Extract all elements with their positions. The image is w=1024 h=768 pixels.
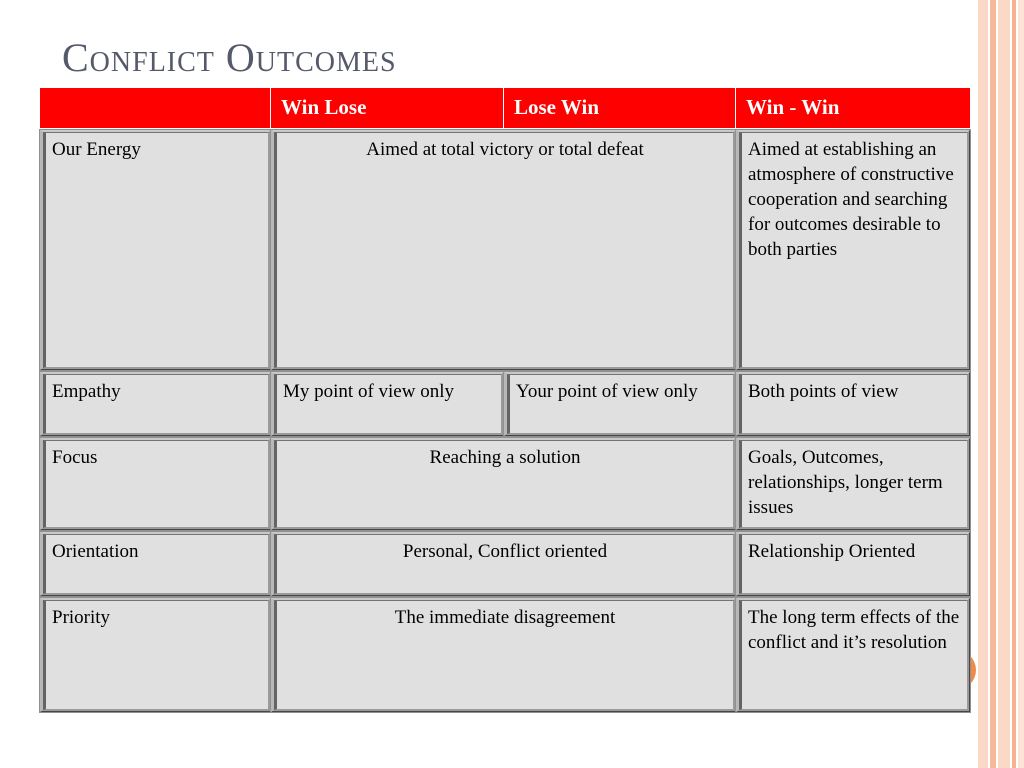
header-cell-win-win: Win - Win [736, 88, 970, 128]
cell-priority-win-win: The long term effects of the conflict and it’s resolution [736, 598, 970, 712]
row-label-focus: Focus [40, 438, 271, 530]
decor-stripe [998, 0, 1010, 768]
cell-empathy-lose-win: Your point of view only [504, 372, 736, 436]
decor-stripe [1018, 0, 1024, 768]
cell-orientation-win-win: Relationship Oriented [736, 532, 970, 596]
cell-empathy-win-win: Both points of view [736, 372, 970, 436]
row-label-empathy: Empathy [40, 372, 271, 436]
row-label-our-energy: Our Energy [40, 130, 271, 370]
cell-empathy-win-lose: My point of view only [271, 372, 504, 436]
decor-stripe [1012, 0, 1016, 768]
row-label-priority: Priority [40, 598, 271, 712]
cell-priority-win-lose-lose-win: The immediate disagreement [271, 598, 736, 712]
header-cell-lose-win: Lose Win [504, 88, 736, 128]
header-cell-win-lose: Win Lose [271, 88, 504, 128]
cell-orientation-win-lose-lose-win: Personal, Conflict oriented [271, 532, 736, 596]
cell-focus-win-win: Goals, Outcomes, relationships, longer term issues [736, 438, 970, 530]
cell-focus-win-lose-lose-win: Reaching a solution [271, 438, 736, 530]
decor-stripe [978, 0, 988, 768]
row-label-orientation: Orientation [40, 532, 271, 596]
decor-stripe [990, 0, 996, 768]
header-cell-empty [40, 88, 271, 128]
outcomes-table [40, 88, 970, 712]
cell-our-energy-win-win: Aimed at establishing an atmosphere of constructive cooperation and searching for outcomes desirable to both parties [736, 130, 970, 370]
slide-title: Conflict Outcomes [62, 35, 397, 80]
cell-our-energy-win-lose-lose-win: Aimed at total victory or total defeat [271, 130, 736, 370]
